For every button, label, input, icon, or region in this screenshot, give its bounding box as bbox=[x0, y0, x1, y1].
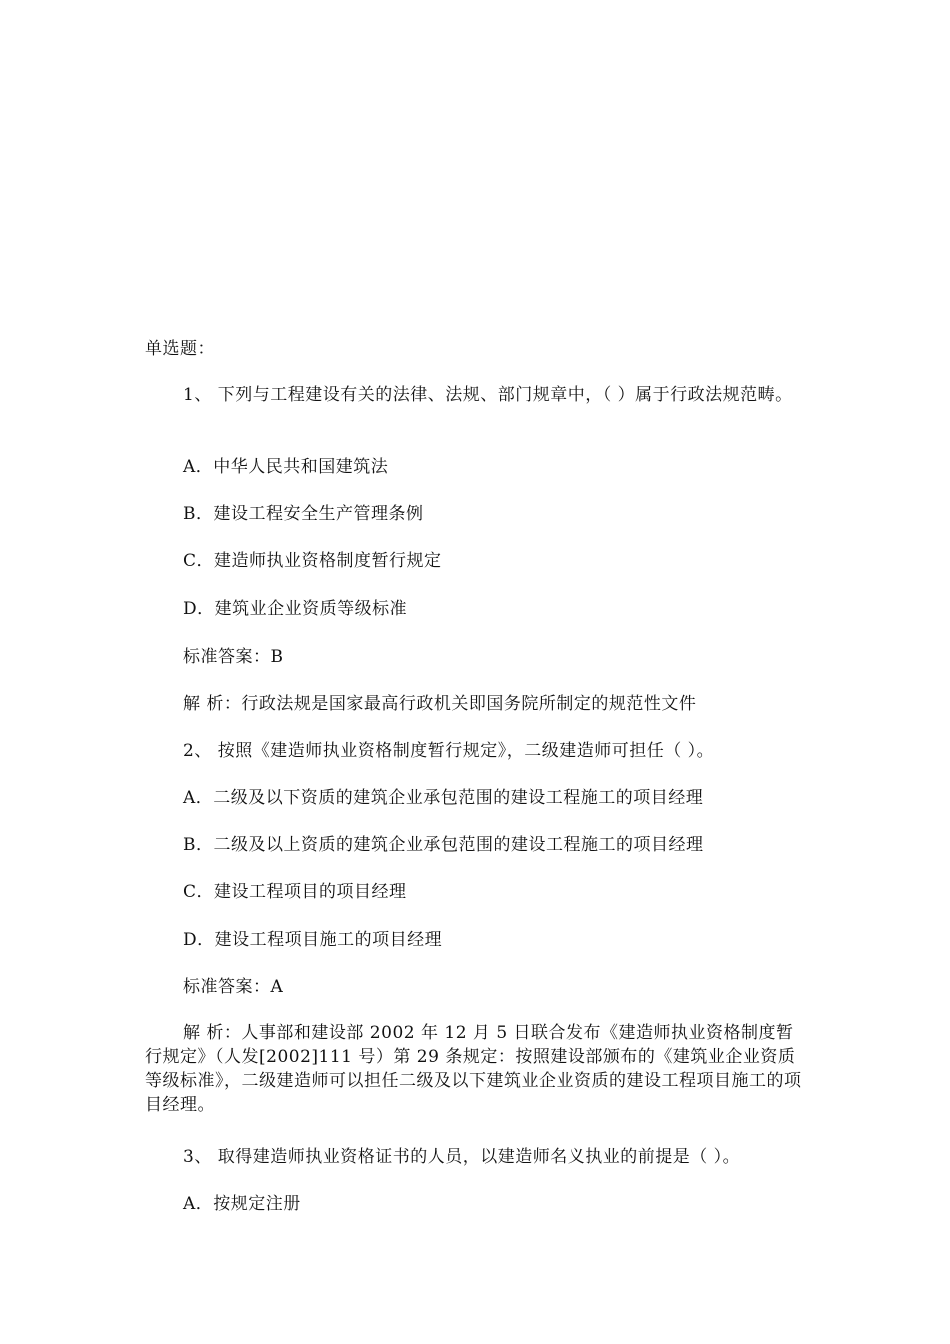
question-1-option-a: A．中华人民共和国建筑法 bbox=[183, 457, 389, 477]
question-2-option-c: C．建设工程项目的项目经理 bbox=[183, 882, 407, 902]
question-1-option-b: B．建设工程安全生产管理条例 bbox=[183, 504, 424, 524]
question-2-option-d: D．建设工程项目施工的项目经理 bbox=[183, 930, 443, 950]
question-2-stem: 2、 按照《建造师执业资格制度暂行规定》，二级建造师可担任（ ）。 bbox=[183, 741, 715, 761]
question-1-analysis: 解 析：行政法规是国家最高行政机关即国务院所制定的规范性文件 bbox=[183, 694, 697, 714]
question-3-option-a: A．按规定注册 bbox=[183, 1194, 301, 1214]
question-2-analysis: 解 析：人事部和建设部 2002 年 12 月 5 日联合发布《建造师执业资格制度暂行规定》（人发[2002]111 号）第 29 条规定：按照建设部颁布的《建筑业企业资质等级标准》，二级建造师可以担任二级及以下建筑业企业资质的建设工程项目施工的项目经理。 bbox=[145, 1023, 802, 1115]
section-title: 单选题： bbox=[145, 339, 215, 359]
question-2-answer: 标准答案：A bbox=[183, 977, 284, 997]
question-1-answer: 标准答案：B bbox=[183, 647, 284, 667]
question-1-option-d: D．建筑业企业资质等级标准 bbox=[183, 599, 408, 619]
question-2-option-b: B．二级及以上资质的建筑企业承包范围的建设工程施工的项目经理 bbox=[183, 835, 704, 855]
question-1-stem: 1、 下列与工程建设有关的法律、法规、部门规章中，（ ）属于行政法规范畴。 bbox=[183, 385, 793, 405]
question-2-option-a: A．二级及以下资质的建筑企业承包范围的建设工程施工的项目经理 bbox=[183, 788, 704, 808]
question-1-option-c: C．建造师执业资格制度暂行规定 bbox=[183, 551, 442, 571]
question-3-stem: 3、 取得建造师执业资格证书的人员，以建造师名义执业的前提是（ ）。 bbox=[183, 1147, 741, 1167]
